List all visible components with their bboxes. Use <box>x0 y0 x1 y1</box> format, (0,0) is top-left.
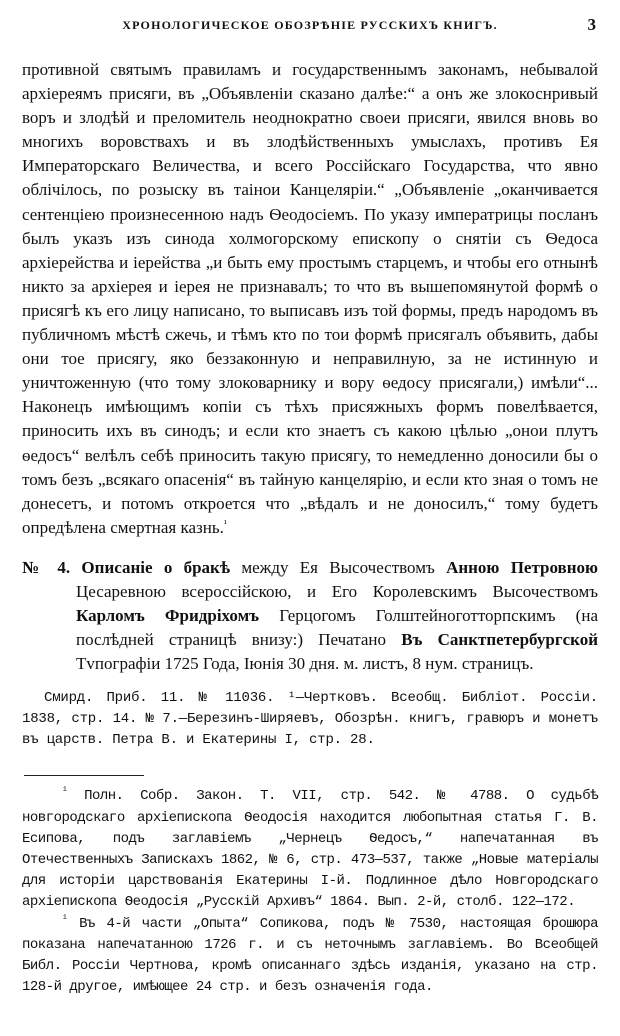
footnote-mark: ¹ <box>62 786 68 798</box>
running-head <box>18 10 602 40</box>
footnote <box>22 786 598 913</box>
catalog-entry <box>22 556 598 676</box>
footnote <box>22 914 598 999</box>
footnotes <box>22 786 598 998</box>
entry-name-anna: Анною Петровною <box>446 557 599 577</box>
footnote-text: Полн. Собр. Закон. Т. VII, стр. 542. № 4788. О судьбѣ новгородскаго архіепископа Ѳеодосія находится любопытная статья Г. В. Есипова, подъ заглавіемъ „Чернецъ Ѳедосъ,“ напечатанная въ Отечественныхъ Запискахъ 1862, № 6, стр. 473—537, также „Новые матеріалы для исторіи царствованія Екатерины І-й. Подлинное дѣло Новгородскаго архіепископа Ѳеодосія „Русскій Архивъ“ 1864. Вып. 2-й, столб. 122—172. <box>22 788 598 911</box>
footnote-mark: ¹ <box>62 913 68 925</box>
page-number: 3 <box>587 15 596 34</box>
entry-text-1: между Ея Высочествомъ <box>241 557 435 577</box>
entry-place: Въ Санктпетербургской <box>401 630 598 650</box>
footnote-reference: ¹ <box>223 518 227 530</box>
footnote-text: Въ 4-й части „Опыта“ Сопикова, подъ № 7530, настоящая брошюра показана напечатанною 1726 г. и съ неточнымъ заглавіемъ. Во Всеобщей Библ. Россіи Чертнова, кромѣ описаннаго здѣсь изданія, указано на стр. 128-й другое, имѣющее 24 стр. и безъ означенія года. <box>22 915 598 996</box>
entry-name-karl: Карломъ Фридріхомъ <box>76 606 260 626</box>
entry-text-3: Герцогомъ Голштейноготторпскимъ (на послѣдней страницѣ внизу:) Печатано <box>76 606 598 650</box>
running-title: ХРОНОЛОГИЧЕСКОЕ ОБОЗРѢНІЕ РУССКИХЪ КНИГЪ. <box>122 18 498 32</box>
paragraph-text: противной святымъ правиламъ и государственнымъ законамъ, небывалой архіереямъ присяги, въ „Объявленіи сказано далѣе:“ а онъ же злокоснривый воръ и злодѣй и преломитель неоднократно своеи присяги, явился вновь во многихъ воровствахъ и въ злодѣйственныхъ умыслахъ, противъ Ея Императорскаго Величества, и всего Россійскаго Государства, что явно облічілось, по розыску въ таінои Канцеляріи.“ „Объявленіе „оканчивается сентенціею произнесенною надъ Ѳеодосіемъ. По указу императрицы посланъ былъ указъ изъ синода холмогорскому епископу о снятіи съ Ѳедоса архіерейства и іерейства „и быть ему простымъ старцемъ, и чтобы его отнынѣ никто за архіерея и іерея не признавалъ; то что въ вышепомянутой формѣ о присягѣ къ его лицу написано, то выписавъ изъ той формы, предъ народомъ въ публичномъ мѣстѣ сжечь, и тѣмъ кто по тои формѣ присягалъ объявить, дабы они тое присягу, яко беззаконную и неправилную, за не истинную и уничтоженную (что тому злоковарнику и вору ѳедосу присягали,) имѣли“... Наконецъ имѣющимъ копіи съ тѣхъ присяжныхъ формъ повелѣвается, приносить ихъ въ синодъ; и если кто знаетъ съ какою цѣлью „онои плутъ ѳедосъ“ велѣлъ себѣ приносить такую присягу, то немедленно доносили бы о томъ безъ „всякаго опасенія“ въ тайную канцелярію, и если кто зная о томъ не донесетъ, и потомъ откроется что „вѣдалъ и не доносилъ,“ тому будетъ опредѣлена смертная казнь. <box>22 60 598 537</box>
entry-text-2: Цесаревною всероссійскою, и Его Королевскимъ Высочествомъ <box>76 581 598 601</box>
footnote-divider <box>24 775 144 776</box>
main-paragraph <box>22 58 598 540</box>
entry-title: Описаніе о бракѣ <box>81 557 231 577</box>
bibliography-references: Смирд. Приб. 11. № 11036. ¹—Чертковъ. Всеобщ. Библіот. Россіи. 1838, стр. 14. № 7.—Березинъ-Ширяевъ, Обозрѣн. книгъ, гравюръ и монетъ въ царств. Петра В. и Екатерины I, стр. 28. <box>22 690 598 749</box>
entry-text-4: Тvпографіи 1725 Года, Іюнія 30 дня. м. листъ, 8 нум. страницъ. <box>76 654 534 674</box>
entry-number: № 4. <box>22 557 71 577</box>
